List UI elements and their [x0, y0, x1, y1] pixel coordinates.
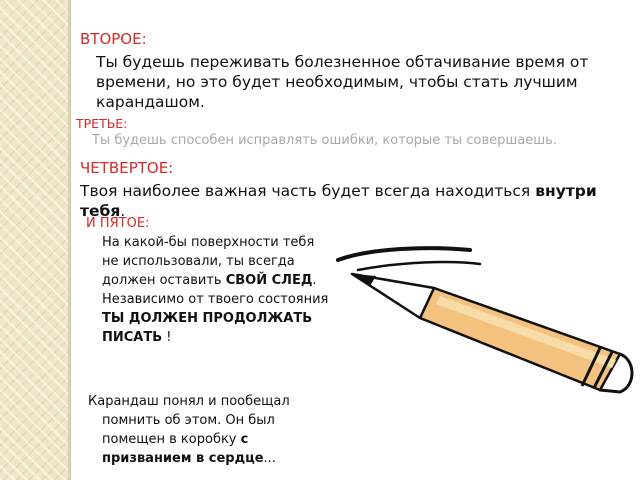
- heading-fifth: И ПЯТОЕ:: [86, 216, 150, 231]
- pencil-stroke-icon: [338, 248, 470, 260]
- pencil-illustration-icon: [330, 236, 640, 396]
- paragraph-closing-rest: [88, 411, 338, 468]
- heading-third: ТРЕТЬЕ:: [76, 116, 128, 131]
- paragraph-closing-first-line: Карандаш понял и пообещал: [88, 394, 290, 409]
- paragraph-fourth-text-1: Твоя наиболее важная часть будет всегда находиться: [80, 182, 536, 200]
- paragraph-closing-text: помнить об этом. Он был помещен в коробку: [102, 413, 275, 447]
- paragraph-fourth-bold: внутри тебя: [80, 182, 597, 220]
- paragraph-closing-bold: с призванием в сердце: [102, 432, 264, 466]
- sidebar-divider: [68, 0, 71, 480]
- paragraph-fifth-bold-2: ТЫ ДОЛЖЕН ПРОДОЛЖАТЬ ПИСАТЬ: [102, 311, 313, 345]
- paragraph-fifth-text-2: . Независимо от твоего состояния: [102, 273, 329, 307]
- paragraph-second: Ты будешь переживать болезненное обтачивание время от времени, но это будет необходимым, чтобы стать лучшим карандашом.: [96, 53, 589, 111]
- decorative-sidebar: [0, 0, 68, 480]
- paragraph-fourth: [80, 181, 625, 221]
- heading-second: ВТОРОЕ:: [80, 30, 147, 48]
- paragraph-third: Ты будешь способен исправлять ошибки, которые ты совершаешь.: [92, 133, 557, 148]
- paragraph-closing-ellipsis: ...: [263, 451, 276, 466]
- heading-fourth: ЧЕТВЕРТОЕ:: [80, 159, 174, 177]
- paragraph-fifth-text-1: На какой-бы поверхности тебя не использовали, ты всегда должен оставить: [102, 235, 315, 288]
- paragraph-closing: [88, 392, 338, 468]
- paragraph-fifth-bold-1: СВОЙ СЛЕД: [225, 273, 313, 288]
- paragraph-fifth: [102, 233, 330, 347]
- paragraph-fifth-text-3: !: [162, 330, 172, 345]
- paragraph-fourth-text-2: .: [120, 202, 126, 220]
- pencil-stroke-icon: [358, 262, 480, 270]
